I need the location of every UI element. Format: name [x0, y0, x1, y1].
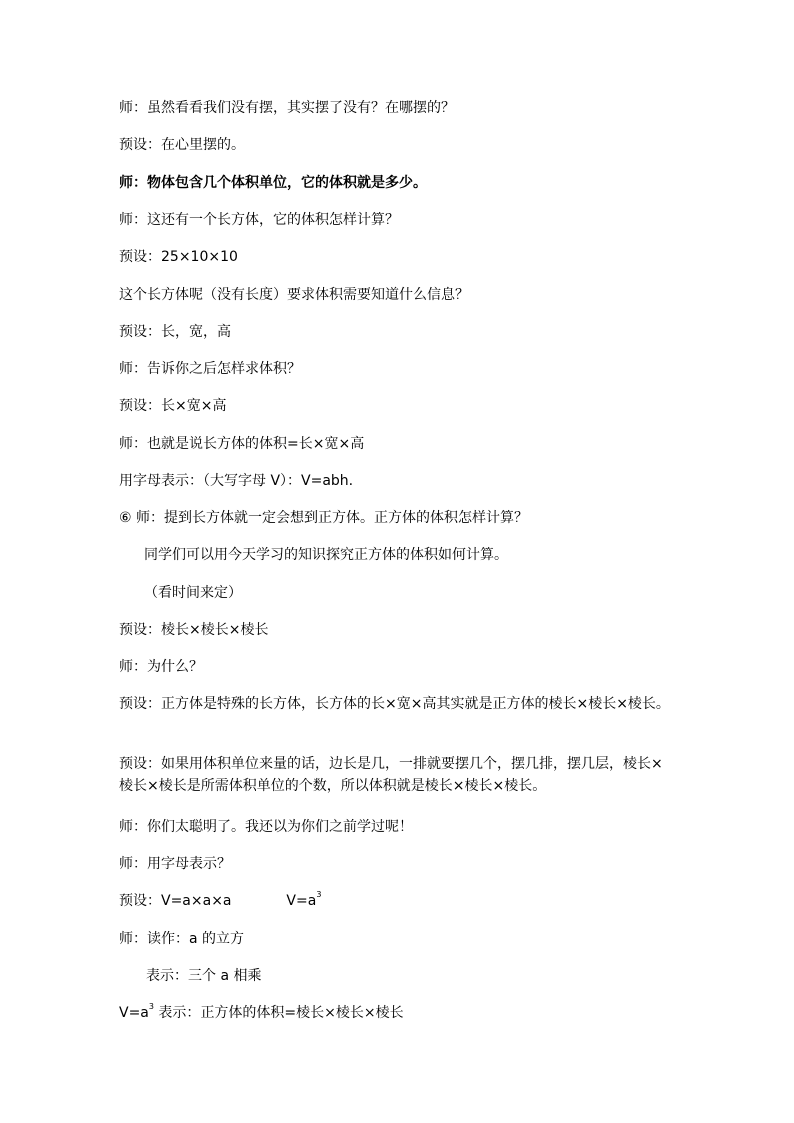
read-line: 师：读作：a 的立方: [119, 931, 245, 947]
show-line: 表示：三个 a 相乘: [146, 968, 262, 984]
text-line-bold: 师：物体包含几个体积单位，它的体积就是多少。: [119, 175, 427, 191]
text-line-11: 用字母表示：（大写字母 V）：V=abh.: [119, 473, 354, 489]
text-line-14: （看时间来定）: [144, 585, 242, 601]
formula-exponent: 3: [316, 890, 322, 899]
text-line-20: 师：用字母表示？: [119, 856, 231, 872]
text-line-5: 预设：25×10×10: [119, 249, 238, 265]
final-formula: 正方体的体积=棱长×棱长×棱长: [200, 1005, 404, 1021]
final-label: 表示：: [153, 1005, 201, 1021]
final-exponent: 3: [148, 1002, 154, 1011]
text-line-9: 预设：长×宽×高: [119, 398, 227, 414]
text-line-8: 师：告诉你之后怎样求体积？: [119, 361, 301, 377]
text-line-6: 这个长方体呢（没有长度）要求体积需要知道什么信息？: [119, 287, 469, 303]
text-paragraph-17: 预设：正方体是特殊的长方体，长方体的长×宽×高其实就是正方体的棱长×棱长×棱长。: [119, 696, 670, 712]
final-cube: V=a: [119, 1005, 149, 1021]
text-line-15: 预设：棱长×棱长×棱长: [119, 622, 269, 638]
text-line-10: 师：也就是说长方体的体积=长×宽×高: [119, 436, 365, 452]
final-line: [119, 1002, 404, 1024]
formula-cube: V=a: [286, 893, 317, 909]
text-line-12: ⑥ 师：提到长方体就一定会想到正方体。正方体的体积怎样计算？: [119, 510, 528, 526]
text-line-13: 同学们可以用今天学习的知识探究正方体的体积如何计算。: [144, 547, 508, 563]
formula-expanded: 预设：V=a×a×a: [119, 893, 232, 909]
text-paragraph-18: 预设：如果用体积单位来量的话，边长是几，一排就要摆几个，摆几排，摆几层，棱长×棱长×棱长是所需体积单位的个数，所以体积就是棱长×棱长×棱长。: [119, 756, 663, 794]
formula-line: [119, 890, 321, 912]
text-line-2: 预设：在心里摆的。: [119, 137, 245, 153]
text-line-16: 师：为什么？: [119, 659, 203, 675]
text-line-7: 预设：长，宽，高: [119, 324, 231, 340]
text-line-4: 师：这还有一个长方体，它的体积怎样计算？: [119, 212, 399, 228]
text-line-19: 师：你们太聪明了。我还以为你们之前学过呢！: [119, 819, 413, 835]
text-line-1: 师：虽然看看我们没有摆，其实摆了没有？在哪摆的？: [119, 100, 455, 116]
